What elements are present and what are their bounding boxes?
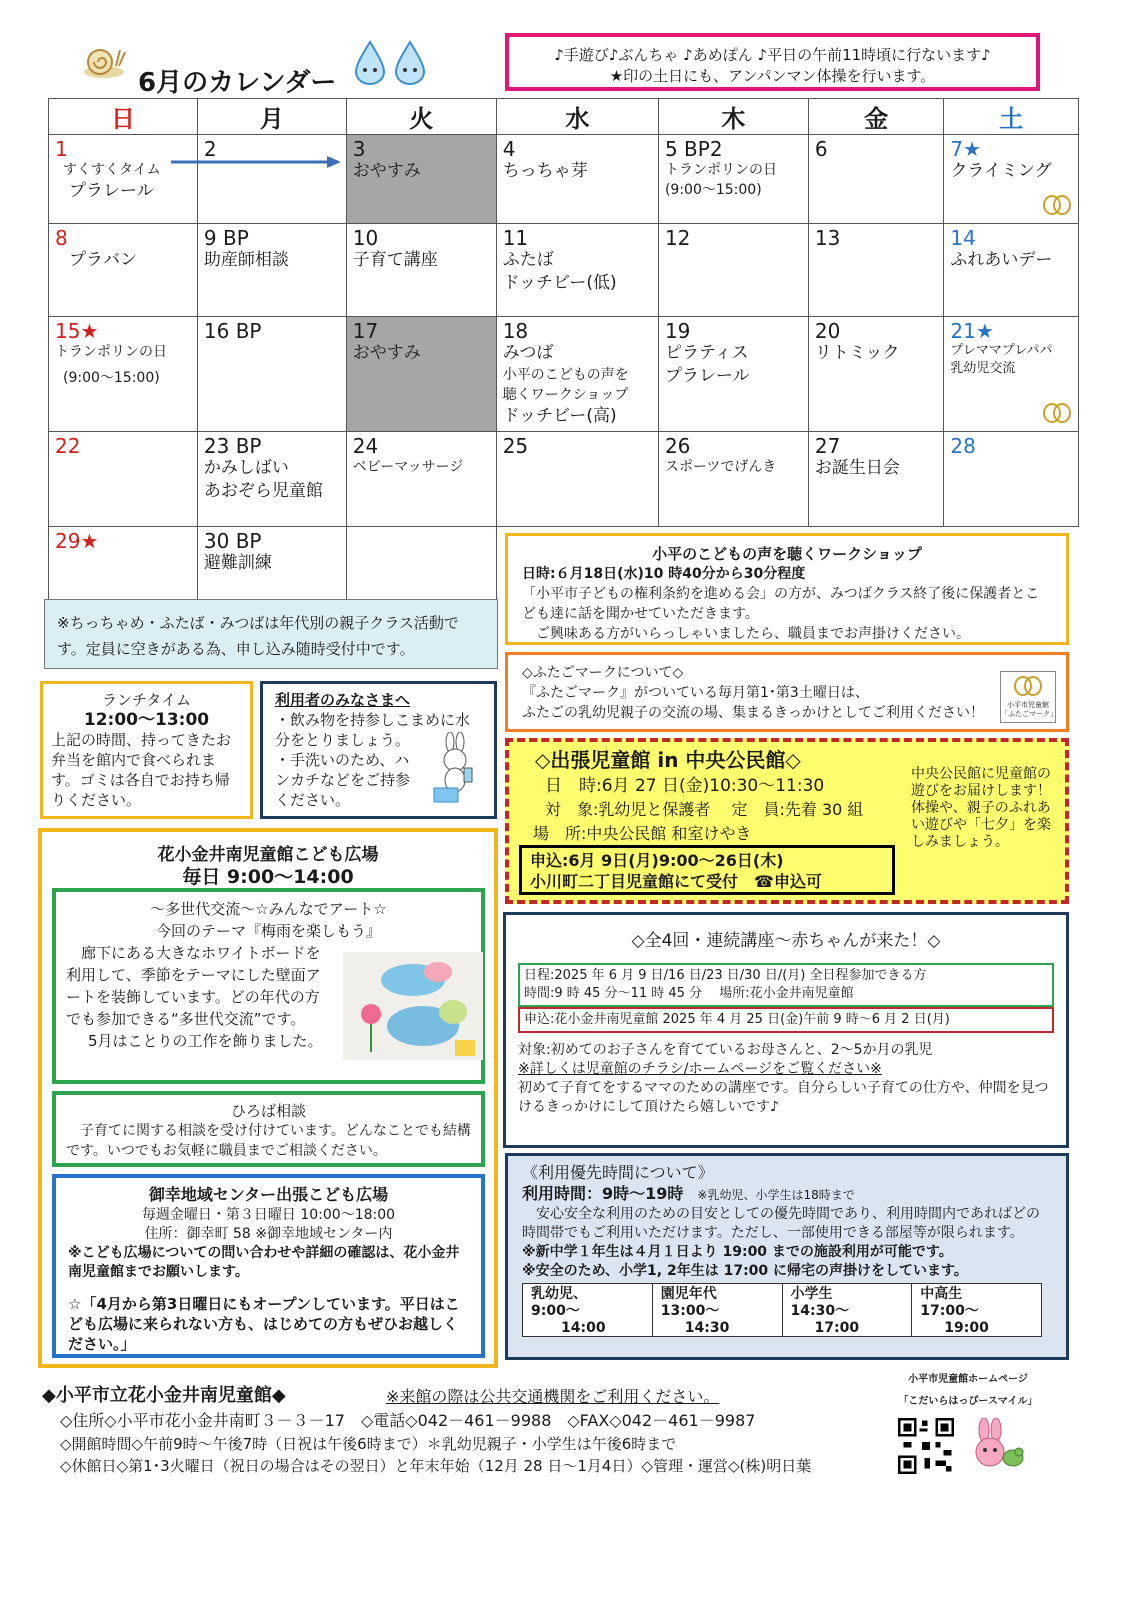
day-cell: 19 ピラティス プラレール bbox=[658, 317, 808, 432]
day-cell: 10 子育て講座 bbox=[346, 224, 496, 317]
futago-mark-icon bbox=[1011, 672, 1045, 698]
footer-closed: ◇休館日◇第1･3火曜日（祝日の場合はその翌日）と年末年始（12月 28 日～1月4日）◇管理・運営◇(株)明日葉 bbox=[60, 1457, 812, 1475]
day-cell: 4 ちっちゃ芽 bbox=[496, 135, 658, 224]
day-cell: 6 bbox=[808, 135, 944, 224]
homepage-label: 小平市児童館ホームページ 「こだいらはっぴースマイル」 bbox=[898, 1374, 1038, 1407]
weekday-thu: 木 bbox=[658, 99, 808, 135]
users-note-box: 利用者のみなさまへ ・飲み物を持参しこまめに水分をとりましょう。 ・手洗いのため、ハンカチなどをご持参ください。 bbox=[260, 681, 497, 819]
qr-code[interactable] bbox=[898, 1418, 954, 1474]
day-cell: 20 リトミック bbox=[808, 317, 944, 432]
day-cell: 8 プラバン bbox=[49, 224, 198, 317]
priority-table: 乳幼児、 9:00～ 14:00 園児年代 13:00～ 14:30 小学生 14:30～ 17:00 中高生 17:00～ 19:00 bbox=[522, 1283, 1042, 1337]
footer-hours: ◇開館時間◇午前9時～午後7時（日祝は午後6時まで）＊乳幼児親子・小学生は午後6時まで bbox=[60, 1435, 677, 1453]
day-cell: 12 bbox=[658, 224, 808, 317]
day-cell: 25 bbox=[496, 432, 658, 527]
weekday-sat: 土 bbox=[944, 99, 1079, 135]
day-cell: 24 ベビーマッサージ bbox=[346, 432, 496, 527]
day-cell: 15★ トランポリンの日 (9:00～15:00) bbox=[49, 317, 198, 432]
day-cell: 22 bbox=[49, 432, 198, 527]
futago-logo: 小平市児童館 「ふたごマーク」 bbox=[1000, 671, 1056, 723]
futago-mark-icon bbox=[1042, 399, 1072, 425]
calendar-table bbox=[48, 98, 1079, 605]
day-cell: 28 bbox=[944, 432, 1079, 527]
weekday-tue: 火 bbox=[346, 99, 496, 135]
day-cell: 2 bbox=[197, 135, 346, 224]
day-cell: 18 みつば 小平のこどもの声を 聴くワークショップ ドッチビー(高) bbox=[496, 317, 658, 432]
class-note: ※ちっちゃめ・ふたば・みつばは年代別の親子クラス活動で す。定員に空きがある為、申し込み随時受付中です。 bbox=[44, 599, 498, 669]
day-cell bbox=[346, 527, 496, 605]
weekday-fri: 金 bbox=[808, 99, 944, 135]
day-cell: 27 お誕生日会 bbox=[808, 432, 944, 527]
outreach-box: ◇出張児童館 in 中央公民館◇ 日 時:6月 27 日(金)10:30～11:30 対 象:乳幼児と保護者 定 員:先着 30 組 場 所:中央公民館 和室けやき 申込:6月 9日(月)9:00～26日(木) 小川町二丁目児童館にて受付 ☎申込可 中央公民館に児童館の遊びをお届けします！体操や、親子のふれあい遊びや「七夕」を楽しみましょう。 bbox=[505, 738, 1069, 904]
day-cell: 14 ふれあいデー bbox=[944, 224, 1079, 317]
art-box: ～多世代交流～☆みんなでアート☆ 今回のテーマ『梅雨を楽しもう』 廊下にある大きなホワイトボードを利用して、季節をテーマにした壁面アートを装飾しています。どの年代の方でも参加できる“多世代交流”です。 5月はことりの工作を飾りました。 bbox=[52, 888, 485, 1084]
workshop-box: 小平のこどもの声を聴くワークショップ 日時:６月18日(水)10 時40分から30分程度 「小平市子どもの権利条約を進める会」の方が、みつばクラス終了後に保護者とこども達に話を聞かせていただきます。 ご興味ある方がいらっしゃいましたら、職員までお声掛けください。 bbox=[505, 533, 1069, 645]
raindrop-icon bbox=[352, 40, 432, 86]
day-cell: 29★ bbox=[49, 527, 198, 605]
gokou-box: 御幸地域センター出張こども広場 毎週金曜日・第３日曜日 10:00～18:00 住所：御幸町 58 ※御幸地域センター内 ※こども広場についての問い合わせや詳細の確認は、花小金井南児童館までお願いします。 ☆「4月から第3日曜日にもオープンしています。平日はこども広場に来られない方も、はじめての方もぜひお越しください。」 bbox=[52, 1174, 485, 1358]
course-apply-box: 申込:花小金井南児童館 2025 年 4 月 25 日(金)午前 9 時～6 月 2 日(月) bbox=[518, 1007, 1054, 1033]
consult-box: ひろば相談 子育てに関する相談を受け付けています。どんなことでも結構です。いつでもお気軽に職員までご相談ください。 bbox=[52, 1091, 485, 1167]
day-cell: 11 ふたば ドッチビー(低) bbox=[496, 224, 658, 317]
day-cell: 16 BP bbox=[197, 317, 346, 432]
day-cell: 1 すくすくタイム プラレール bbox=[49, 135, 198, 224]
day-cell: 21★ プレママプレパパ 乳幼児交流 bbox=[944, 317, 1079, 432]
transport-note: ※来館の際は公共交通機関をご利用ください。 bbox=[386, 1387, 720, 1406]
outreach-side-text: 中央公民館に児童館の遊びをお届けします！体操や、親子のふれあい遊びや「七夕」を楽しみましょう。 bbox=[911, 766, 1051, 850]
weekday-mon: 月 bbox=[197, 99, 346, 135]
day-cell: 30 BP 避難訓練 bbox=[197, 527, 346, 605]
tel-apply: ☎申込可 bbox=[754, 872, 822, 891]
bunny-drinking-icon bbox=[428, 732, 486, 804]
weekday-sun: 日 bbox=[49, 99, 198, 135]
day-cell: 7★ クライミング bbox=[944, 135, 1079, 224]
facility-name: ◆小平市立花小金井南児童館◆ bbox=[42, 1385, 286, 1406]
day-cell: 5 BP2 トランポリンの日 (9:00～15:00) bbox=[658, 135, 808, 224]
weekday-wed: 水 bbox=[496, 99, 658, 135]
snail-icon bbox=[82, 44, 126, 80]
day-cell: 26 スポーツでげんき bbox=[658, 432, 808, 527]
bird-craft-photo bbox=[343, 952, 483, 1060]
course-schedule-box: 日程:2025 年 6 月 9 日/16 日/23 日/30 日/(月) 全日程参加できる方 時間:9 時 45 分～11 時 45 分 場所:花小金井南児童館 bbox=[518, 963, 1054, 1007]
day-cell: 3 おやすみ bbox=[346, 135, 496, 224]
page-title: 6月のカレンダー bbox=[138, 68, 337, 98]
outreach-apply: 申込:6月 9日(月)9:00～26日(木) 小川町二丁目児童館にて受付 ☎申込可 bbox=[519, 845, 895, 895]
footer-address: ◇住所◇小平市花小金井南町３－３－17 ◇電話◇042－461－9988 ◇FAX◇042－461－9987 bbox=[60, 1411, 756, 1430]
song-notice: ♪手遊び♪ぶんちゃ ♪あめぽん ♪平日の午前11時頃に行ないます♪ ★印の土日にも、アンパンマン体操を行います。 bbox=[505, 33, 1040, 91]
futago-mark-icon bbox=[1042, 191, 1072, 217]
weekday-header bbox=[49, 99, 1079, 135]
lunch-box: ランチタイム 12:00～13:00 上記の時間、持ってきたお弁当を館内で食べられます。ゴミは各自でお持ち帰りください。 bbox=[40, 681, 253, 819]
day-cell: 9 BP 助産師相談 bbox=[197, 224, 346, 317]
futago-box: ◇ふたごマークについて◇ 『ふたごマーク』がついている毎月第1･第3土曜日は、 ふたごの乳幼児親子の交流の場、集まるきっかけとしてご利用ください！ 小平市児童館 「ふたごマーク」 bbox=[505, 652, 1069, 732]
day-cell: 17 おやすみ bbox=[346, 317, 496, 432]
priority-box: 《利用優先時間について》 利用時間：9時～19時 ※乳幼児、小学生は18時まで 安心安全な利用のための目安としての優先時間であり、利用時間内であればどの時間帯でもご利用いただけます。ただし、一部使用できる部屋等が限られます。 ※新中学１年生は４月１日より 19:00 までの施設利用が可能です。 ※安全のため、小学1, 2年生は 17:00 に帰宅の声掛けをしています。 乳幼児、 9:00～ 14:00 園児年代 13:00～ 14:30 小学生 14:30～ 17:00 中高生 17:00～ 19:00 bbox=[505, 1153, 1069, 1360]
day-cell: 13 bbox=[808, 224, 944, 317]
course-box: ◇全4回・連続講座～赤ちゃんが来た！◇ 日程:2025 年 6 月 9 日/16 日/23 日/30 日/(月) 全日程参加できる方 時間:9 時 45 分～11 時 45 分 場所:花小金井南児童館 申込:花小金井南児童館 2025 年 4 月 25 日(金)午前 9 時～6 月 2 日(月) 対象:初めてのお子さんを育てているお母さんと、2～5か月の乳児 ※詳しくは児童館のチラシ/ホームページをご覧ください※ 初めて子育てをするママのための講座です。自分らしい子育ての仕方や、仲間を見つけるきっかけにして頂けたら嬉しいです♪ bbox=[503, 912, 1069, 1148]
rabbit-mascot-icon bbox=[966, 1418, 1026, 1474]
day-cell: 23 BP かみしばい あおぞら児童館 bbox=[197, 432, 346, 527]
plaza-box: 花小金井南児童館こども広場 毎日 9:00～14:00 bbox=[38, 828, 498, 1368]
